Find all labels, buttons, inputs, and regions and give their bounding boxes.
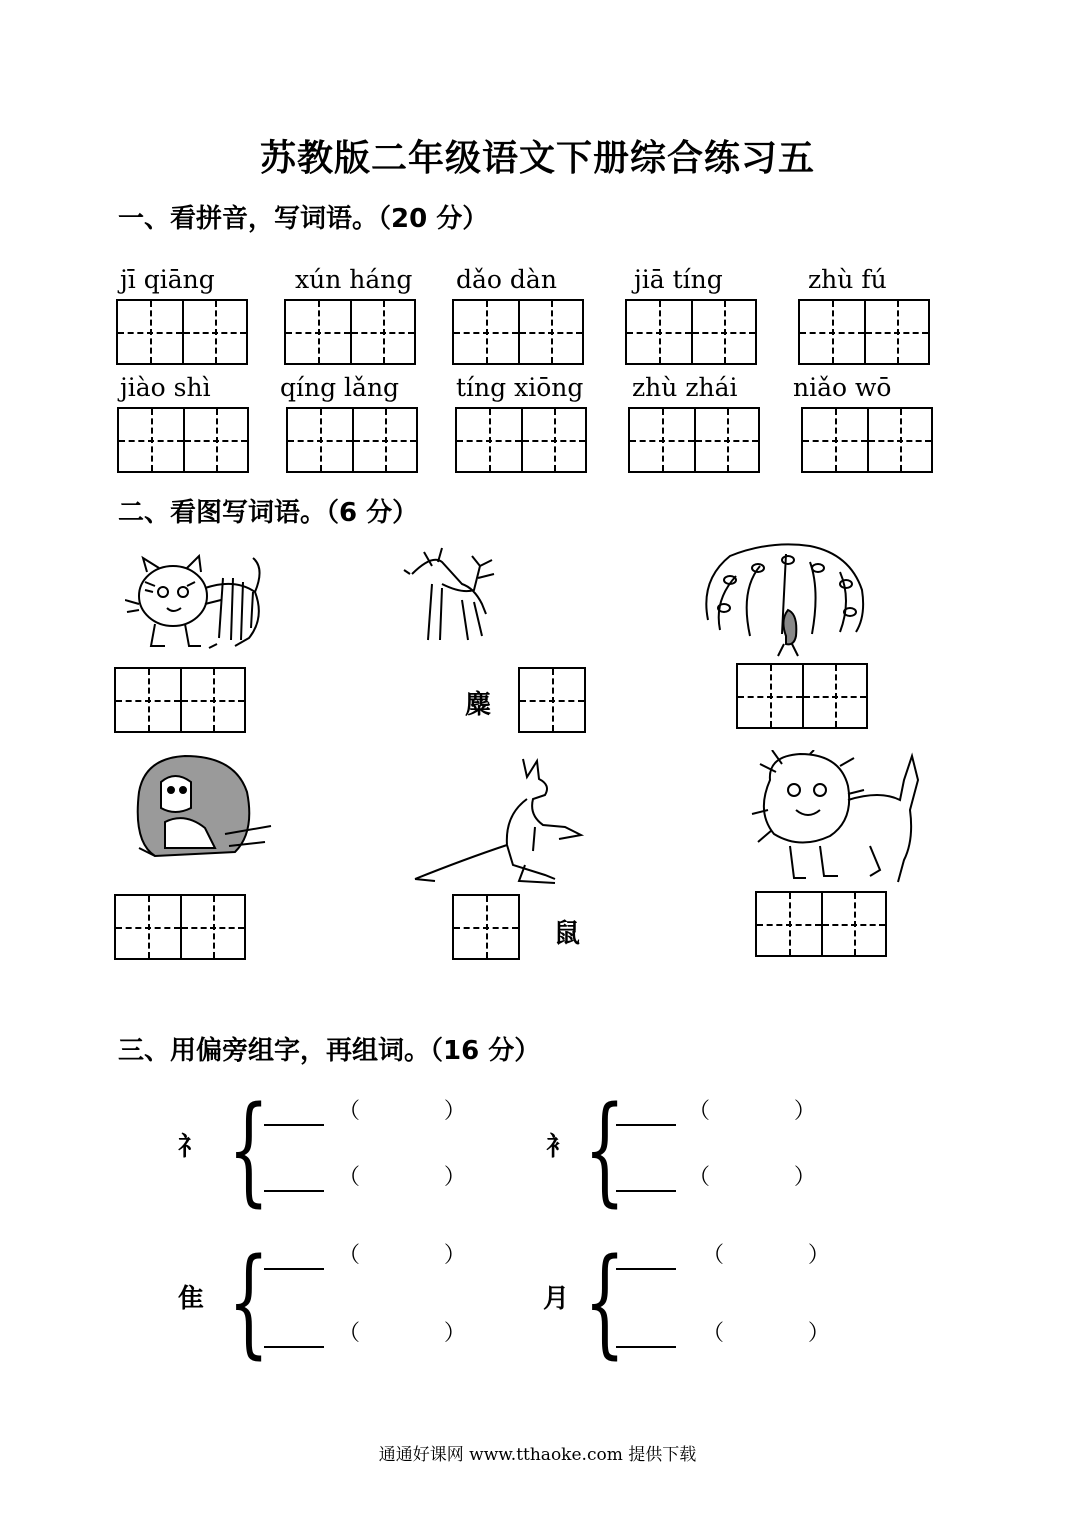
writing-grid[interactable] <box>798 299 930 365</box>
radical-label: 月 <box>543 1284 570 1314</box>
pinyin-label: jiào shì <box>120 373 211 402</box>
answer-blank[interactable] <box>264 1190 324 1192</box>
answer-blank[interactable] <box>264 1124 324 1126</box>
brace-symbol: { <box>584 1080 626 1218</box>
answer-parentheses[interactable]: （ ） <box>688 1099 816 1124</box>
lion-icon <box>750 750 930 886</box>
pinyin-label: dǎo dàn <box>456 265 557 294</box>
section-3-heading: 三、用偏旁组字，再组词。（16 分） <box>118 1036 541 1066</box>
deer-icon <box>402 544 502 644</box>
answer-parentheses[interactable]: （ ） <box>338 1099 466 1124</box>
writing-grid[interactable] <box>452 894 520 960</box>
writing-grid[interactable] <box>114 894 246 960</box>
answer-parentheses[interactable]: （ ） <box>338 1243 466 1268</box>
pinyin-label: xún háng <box>295 265 413 294</box>
pinyin-label: tíng xiōng <box>456 373 584 402</box>
deer-character: 麋 <box>465 690 492 720</box>
footer-text: 通通好课网 www.tthaoke.com 提供下载 <box>378 1445 697 1465</box>
pinyin-label: zhù fú <box>808 265 887 294</box>
answer-parentheses[interactable]: （ ） <box>338 1321 466 1346</box>
kangaroo-character: 鼠 <box>554 919 581 949</box>
answer-blank[interactable] <box>264 1268 324 1270</box>
answer-blank[interactable] <box>616 1268 676 1270</box>
pinyin-label: zhù zhái <box>632 373 738 402</box>
answer-parentheses[interactable]: （ ） <box>338 1165 466 1190</box>
writing-grid[interactable] <box>117 407 249 473</box>
brace-symbol: { <box>228 1232 270 1370</box>
peacock-icon <box>700 540 870 660</box>
pinyin-label: qíng lǎng <box>280 373 400 402</box>
answer-blank[interactable] <box>616 1190 676 1192</box>
brace-symbol: { <box>584 1232 626 1370</box>
pinyin-label: niǎo wō <box>793 373 892 402</box>
writing-grid[interactable] <box>801 407 933 473</box>
writing-grid[interactable] <box>625 299 757 365</box>
answer-parentheses[interactable]: （ ） <box>702 1243 830 1268</box>
answer-parentheses[interactable]: （ ） <box>688 1165 816 1190</box>
section-2-heading: 二、看图写词语。（6 分） <box>118 498 419 528</box>
pinyin-label: jī qiāng <box>120 265 215 294</box>
section-1-heading: 一、看拼音，写词语。（20 分） <box>118 204 489 234</box>
writing-grid[interactable] <box>455 407 587 473</box>
writing-grid[interactable] <box>284 299 416 365</box>
writing-grid[interactable] <box>452 299 584 365</box>
radical-label: 隹 <box>178 1284 205 1314</box>
answer-blank[interactable] <box>616 1124 676 1126</box>
gorilla-icon <box>125 752 275 864</box>
page-title: 苏教版二年级语文下册综合练习五 <box>259 138 815 179</box>
writing-grid[interactable] <box>114 667 246 733</box>
writing-grid[interactable] <box>736 663 868 729</box>
kangaroo-icon <box>405 755 590 887</box>
answer-blank[interactable] <box>616 1346 676 1348</box>
radical-label: 衤 <box>546 1132 573 1162</box>
writing-grid[interactable] <box>628 407 760 473</box>
answer-blank[interactable] <box>264 1346 324 1348</box>
tiger-icon <box>125 548 270 653</box>
answer-parentheses[interactable]: （ ） <box>702 1321 830 1346</box>
writing-grid[interactable] <box>286 407 418 473</box>
writing-grid[interactable] <box>518 667 586 733</box>
brace-symbol: { <box>228 1080 270 1218</box>
radical-label: 礻 <box>178 1132 205 1162</box>
writing-grid[interactable] <box>116 299 248 365</box>
pinyin-label: jiā tíng <box>634 265 723 294</box>
writing-grid[interactable] <box>755 891 887 957</box>
